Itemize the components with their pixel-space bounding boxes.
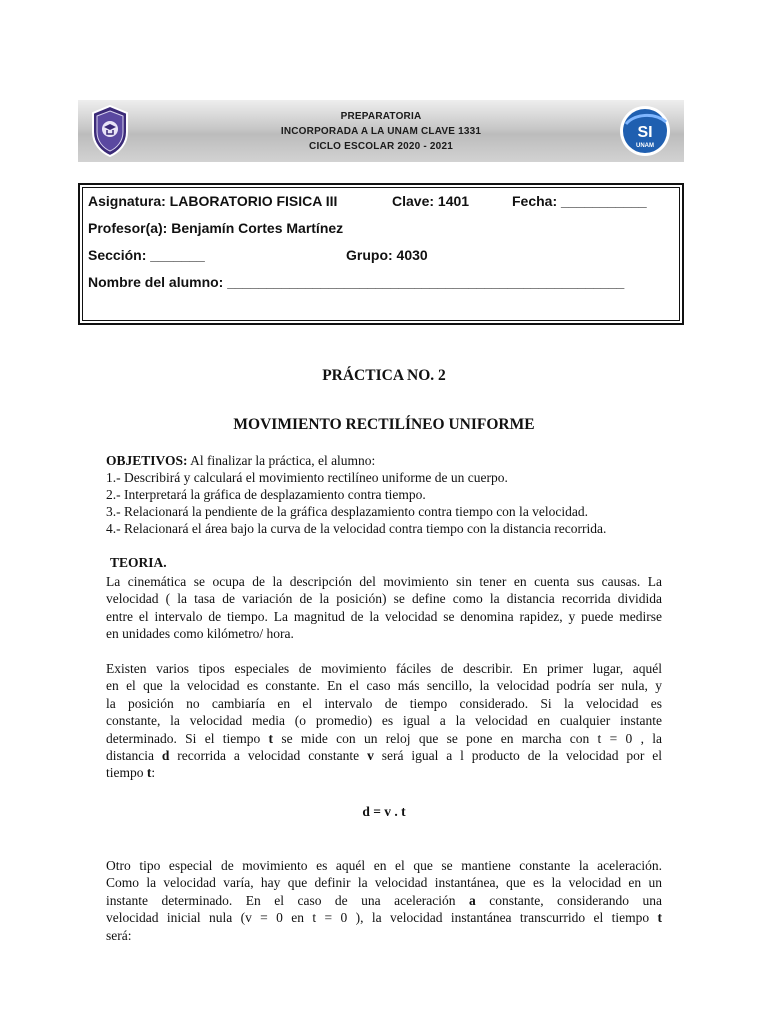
variable-t: t (146, 765, 152, 781)
paragraph-line: en el que la velocidad es constante. En el caso más sencillo, la velocidad podría ser nula, y (106, 678, 662, 694)
paragraph-line: entre el intervalo de tiempo. La magnitud de la velocidad se denomina rapidez, y puede medirse (106, 608, 662, 624)
theory-paragraph-1 (106, 573, 662, 643)
text-run: determinado. Si el tiempo (106, 730, 269, 746)
paragraph-line: será: (106, 927, 132, 943)
text-run: tiempo (106, 765, 147, 781)
formula-d-equals-vt: d = v . t (362, 804, 406, 819)
text-run: instante determinado. En el caso de una aceleración (106, 892, 470, 908)
paragraph-line (106, 892, 662, 909)
teacher-field: Profesor(a): Benjamín Cortes Martínez (88, 220, 344, 236)
text-run: será igual a l producto de la velocidad por el (373, 748, 662, 764)
text-run: se mide con un reloj que se pone en marcha con t = 0 , la (273, 730, 662, 746)
theory-paragraph-2 (106, 660, 662, 782)
paragraph-line: la posición no cambiaría en el intervalo de tiempo considerado. Si la velocidad es (106, 695, 662, 711)
paragraph-line: Como la velocidad varía, hay que definir la velocidad instantánea, que es la velocidad en un (106, 875, 662, 891)
text-run: : (151, 765, 156, 781)
date-field: Fecha: ___________ (512, 193, 647, 209)
variable-t: t (657, 910, 662, 926)
objective-item: 4.- Relacionará el área bajo la curva de la velocidad contra tiempo con la distancia recorrida. (106, 521, 607, 536)
paragraph-line: constante, la velocidad media (o promedio) es igual a la velocidad en cualquier instante (106, 713, 662, 729)
header-line-2: INCORPORADA A LA UNAM CLAVE 1331 (280, 126, 482, 137)
text-run: distancia (106, 748, 162, 764)
paragraph-line (106, 909, 662, 926)
header-line-1: PREPARATORIA (340, 111, 422, 122)
paragraph-line: Otro tipo especial de movimiento es aquél en el que se mantiene constante la aceleración. (106, 858, 662, 873)
text-run: velocidad inicial nula (v = 0 en t = 0 ), la velocidad instantánea transcurrido el tiempo (106, 910, 658, 926)
paragraph-line (106, 730, 662, 747)
logo-unam-text: UNAM (636, 143, 654, 149)
student-name-field: Nombre del alumno: ___________________________________________________ (88, 274, 625, 290)
header-line-3: CICLO ESCOLAR 2020 - 2021 (309, 141, 453, 152)
theory-heading: TEORIA. (110, 555, 167, 570)
variable-t: t (268, 730, 274, 746)
text-run: recorrida a velocidad constante (169, 748, 368, 764)
si-unam-logo-icon (618, 104, 672, 158)
clave-field: Clave: 1401 (392, 193, 470, 209)
text-run: constante, considerando una (475, 892, 662, 908)
paragraph-line: en unidades como kilómetro/ hora. (106, 626, 294, 642)
objective-item: 2.- Interpretará la gráfica de desplazamiento contra tiempo. (106, 487, 426, 502)
group-field: Grupo: 4030 (346, 247, 428, 263)
paragraph-line: velocidad ( la tasa de variación de la posición) se define como la distancia recorrida dividida (106, 591, 662, 607)
paragraph-line (106, 747, 662, 764)
theory-paragraph-3 (106, 857, 662, 944)
paragraph-line (106, 764, 662, 781)
objectives-label: OBJETIVOS: (106, 453, 188, 468)
logo-si-text: SI (637, 124, 653, 141)
student-info-box (78, 183, 684, 325)
objectives-intro: Al finalizar la práctica, el alumno: (187, 453, 376, 468)
objective-item: 1.- Describirá y calculará el movimiento rectilíneo uniforme de un cuerpo. (106, 470, 508, 485)
objective-item: 3.- Relacionará la pendiente de la gráfica desplazamiento contra tiempo con la velocidad. (106, 504, 589, 519)
header-text (78, 109, 684, 154)
objectives-heading (106, 453, 375, 469)
topic-title: MOVIMIENTO RECTILÍNEO UNIFORME (233, 416, 535, 433)
paragraph-line: La cinemática se ocupa de la descripción del movimiento sin tener en cuenta sus causas. La (106, 574, 662, 589)
variable-a: a (469, 892, 476, 908)
subject-field: Asignatura: LABORATORIO FISICA III (88, 193, 338, 209)
header-banner (78, 100, 684, 162)
paragraph-line: Existen varios tipos especiales de movimiento fáciles de describir. En primer lugar, aquél (106, 661, 662, 676)
variable-d: d (161, 748, 170, 764)
practice-title: PRÁCTICA NO. 2 (322, 367, 446, 384)
section-field: Sección: _______ (88, 247, 205, 263)
variable-v: v (367, 748, 374, 764)
